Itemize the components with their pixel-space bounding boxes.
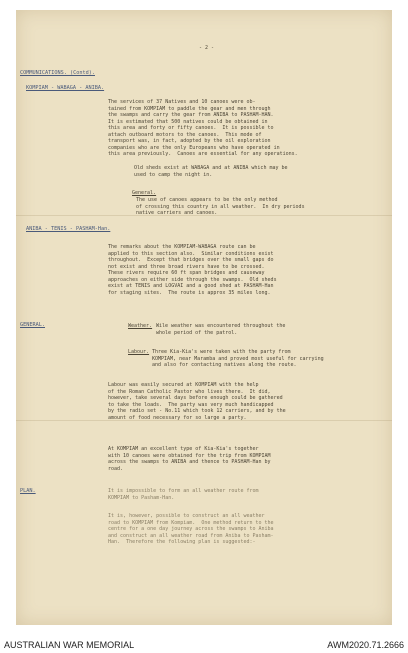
paragraph-natives: The services of 37 Natives and 10 canoes were ob- tained from KOMPIAM to paddle the gear and men through the swamps and carry the gear from ANIBA to PASHAM-HAN. It is estimated that 500 natives could be obtained in this area and forty or fifty canoes. It is possible to attach outboard motors to the canoes. This mode of transport was, in fact, adopted by the oil exploration companies who are the only Europeans who have operated in this area previously. Canoes are essential for any operations. — [108, 99, 298, 157]
paragraph-remarks: The remarks about the KOMPIAM-WABAGA route can be applied to this section also. Similar conditions exist throughout. Except that bridges over the small gaps do not exist and three broad rivers have to be crossed. These rivers require 60 ft span bridges and causeway approaches on either side through the swamps. Old sheds exist at TENIS and LOGVAI and a good shed at PASHAM-Han for staging sites. The route is approx 35 miles long. — [108, 244, 277, 296]
section-heading-communications: COMMUNICATIONS. (Contd). — [20, 70, 95, 76]
section-heading-plan: PLAN. — [20, 488, 36, 494]
paragraph-labour-1: Three Kia-Kia's were taken with the party from KOMPIAM, near Maramba and proved most useful for carrying and also for contacting natives along the route. — [152, 349, 324, 368]
paragraph-labour-2: Labour was easily secured at KOMPIAM with the help of the Roman Catholic Pastor who lives there. It did, however, take several days before enough could be gathered to take the loads. The party was very much handicapped by the radio set - No.11 which took 12 carriers, and by the amount of food necessary for so large a party. — [108, 382, 286, 421]
paragraph-plan-2: It is, however, possible to construct an all weather road to KOMPIAM from Kompiam. One method return to the centre for a one day journey across the swamps to Aniba and construct an all weather road from Aniba to Pasham- Han. Therefore the following plan is suggested:- — [108, 513, 274, 545]
document-page — [16, 10, 392, 625]
paragraph-weather: Wile weather was encountered throughout the whole period of the patrol. — [156, 323, 286, 336]
paragraph-general: The use of canoes appears to be the only method of crossing this country in all weather. In dry periods native carriers and canoes. — [136, 197, 305, 216]
labour-label: Labour. — [128, 349, 150, 355]
footer-institution: AUSTRALIAN WAR MEMORIAL — [4, 640, 135, 650]
footer-accession-number: AWM2020.71.2666 — [327, 640, 404, 650]
archive-footer — [0, 636, 408, 653]
route-heading-aniba-pasham: ANIBA - TENIS - PASHAM-Han. — [26, 226, 111, 232]
paragraph-labour-3: At KOMPIAM an excellent type of Kia-Kia's together with 10 canoes were obtained for the trip from KOMPIAM across the swamps to ANIBA and thence to PASHAM-Han by road. — [108, 446, 271, 472]
route-heading-kompiam-aniba: KOMPIAM - WABAGA - ANIBA. — [26, 85, 105, 91]
section-heading-general: GENERAL. — [20, 322, 45, 328]
paragraph-plan-1: It is impossible to form an all weather route from KOMPIAM to Pasham-Han. — [108, 488, 259, 501]
page-number: - 2 - — [199, 45, 215, 51]
general-label: General. — [132, 190, 157, 196]
weather-label: Weather. — [128, 323, 153, 329]
paragraph-sheds: Old sheds exist at WABAGA and at ANIBA which may be used to camp the night in. — [134, 165, 288, 178]
